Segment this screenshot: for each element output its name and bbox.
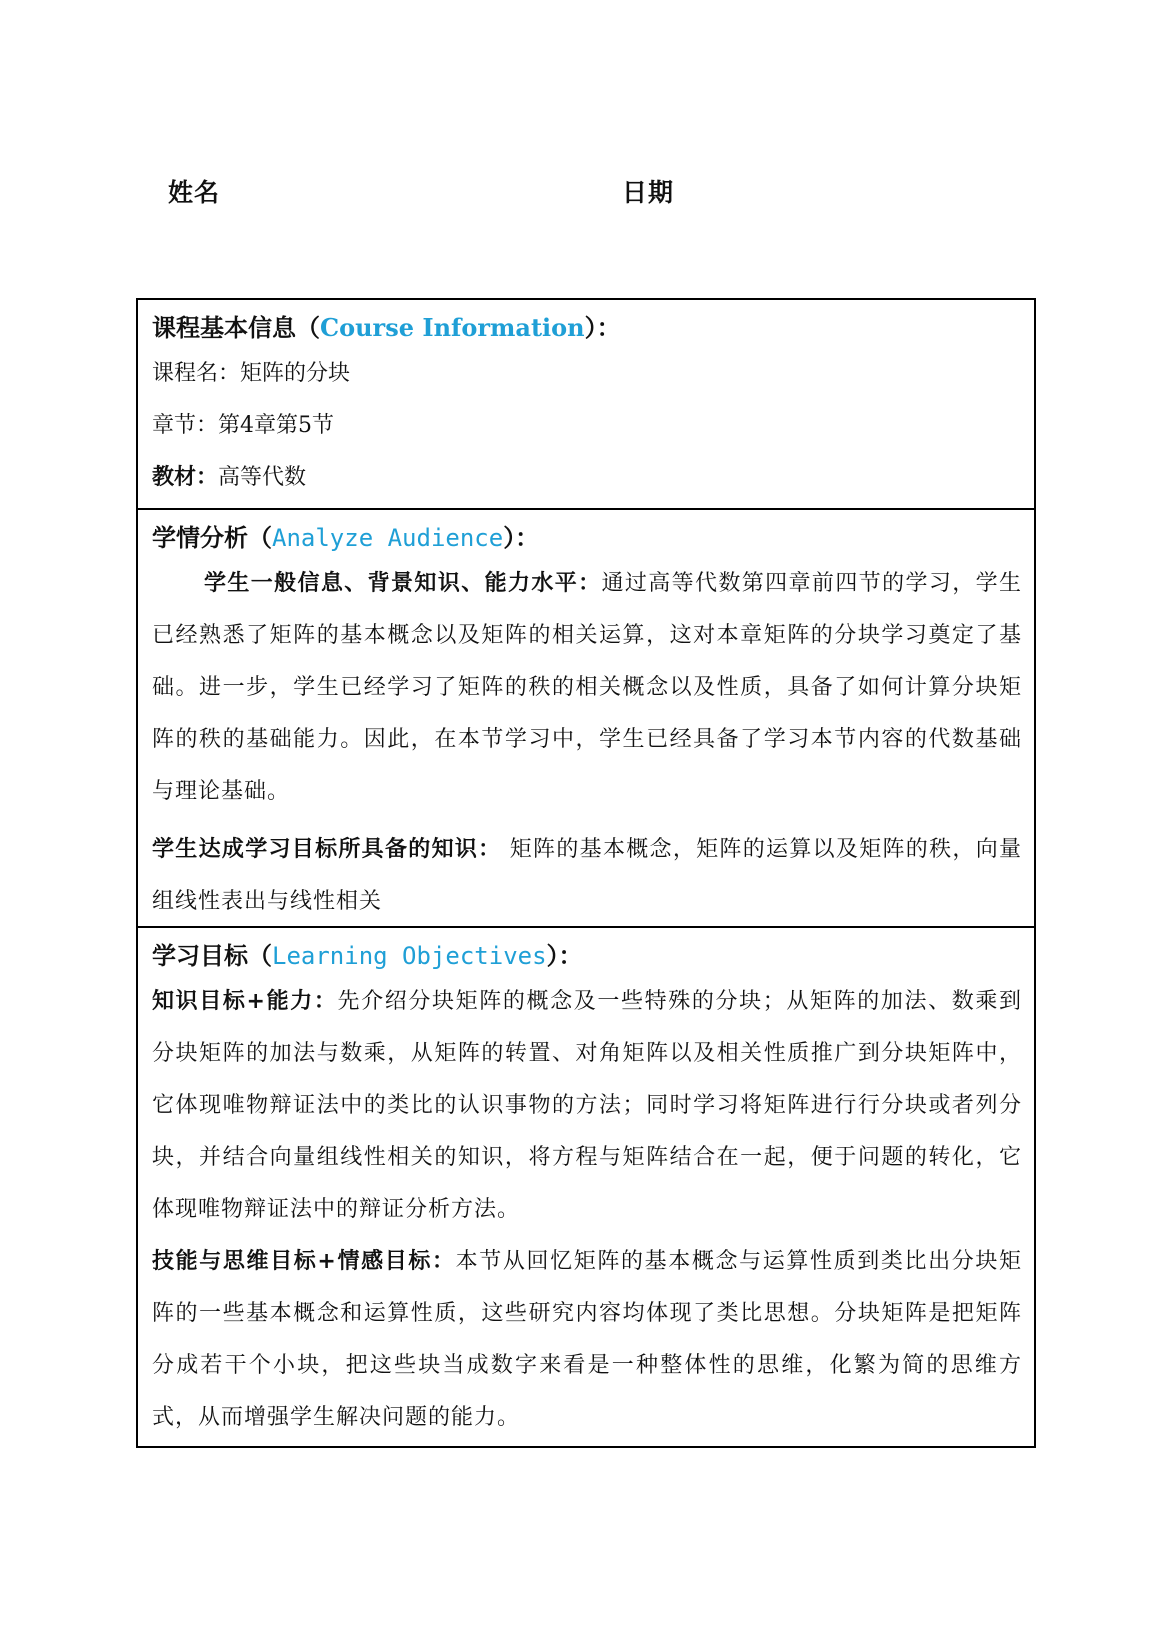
chapter-label: 章节： [152, 413, 219, 438]
course-name-value: 矩阵的分块 [240, 361, 351, 386]
background-text: 通过高等代数第四章前四节的学习，学生已经熟悉了矩阵的基本概念以及矩阵的相关运算，这对本章矩阵的分块学习奠定了基础。进一步，学生已经学习了矩阵的秩的相关概念以及性质，具备了如何计算分块矩阵的秩的基础能力。因此，在本节学习中，学生已经具备了学习本节内容的代数基础与理论基础。 [152, 571, 1022, 804]
course-name-label: 课程名： [152, 361, 241, 386]
textbook-label: 教材： [152, 465, 219, 490]
course-info-section [138, 300, 1034, 510]
objectives-title-end: ）： [546, 942, 583, 970]
course-info-title-en: Course Information [320, 313, 585, 342]
date-label: 日期 [622, 178, 675, 207]
chapter-row [152, 400, 1022, 452]
skill-label: 技能与思维目标+情感目标： [152, 1249, 456, 1274]
audience-section [138, 510, 1034, 928]
audience-title [152, 518, 1022, 558]
objectives-title-cn: 学习目标（ [152, 942, 272, 970]
prereq-text: 矩阵的基本概念，矩阵的运算以及矩阵的秩，向量组线性表出与线性相关 [152, 837, 1022, 914]
audience-title-cn: 学情分析（ [152, 524, 272, 552]
objectives-title-en: Learning Objectives [272, 942, 547, 970]
knowledge-paragraph [152, 976, 1022, 1236]
objectives-title [152, 936, 1022, 976]
prereq-paragraph [152, 824, 1022, 928]
background-paragraph [152, 558, 1022, 818]
lesson-info-table [136, 298, 1036, 1448]
textbook-row [152, 452, 1022, 504]
skill-paragraph [152, 1236, 1022, 1444]
knowledge-text: 先介绍分块矩阵的概念及一些特殊的分块；从矩阵的加法、数乘到分块矩阵的加法与数乘，从矩阵的转置、对角矩阵以及相关性质推广到分块矩阵中，它体现唯物辩证法中的类比的认识事物的方法；同时学习将矩阵进行行分块或者列分块，并结合向量组线性相关的知识，将方程与矩阵结合在一起，便于问题的转化，它体现唯物辩证法中的辩证分析方法。 [152, 989, 1022, 1222]
knowledge-label: 知识目标+能力： [152, 989, 338, 1014]
background-label: 学生一般信息、背景知识、能力水平： [204, 571, 602, 596]
skill-text: 本节从回忆矩阵的基本概念与运算性质到类比出分块矩阵的一些基本概念和运算性质，这些研究内容均体现了类比思想。分块矩阵是把矩阵分成若干个小块，把这些块当成数字来看是一种整体性的思维，化繁为简的思维方式，从而增强学生解决问题的能力。 [152, 1249, 1022, 1430]
objectives-section [138, 928, 1034, 1446]
chapter-value: 第4章第5节 [218, 413, 335, 438]
course-name-row [152, 348, 1022, 400]
audience-title-end: ）： [503, 524, 540, 552]
course-info-title-cn: 课程基本信息（ [152, 314, 320, 342]
prereq-label: 学生达成学习目标所具备的知识： [152, 837, 502, 862]
course-info-title-end: ）： [584, 314, 621, 342]
course-info-title [152, 308, 1022, 348]
textbook-value: 高等代数 [218, 465, 307, 490]
name-label: 姓名 [168, 178, 221, 207]
audience-title-en: Analyze Audience [272, 524, 504, 552]
